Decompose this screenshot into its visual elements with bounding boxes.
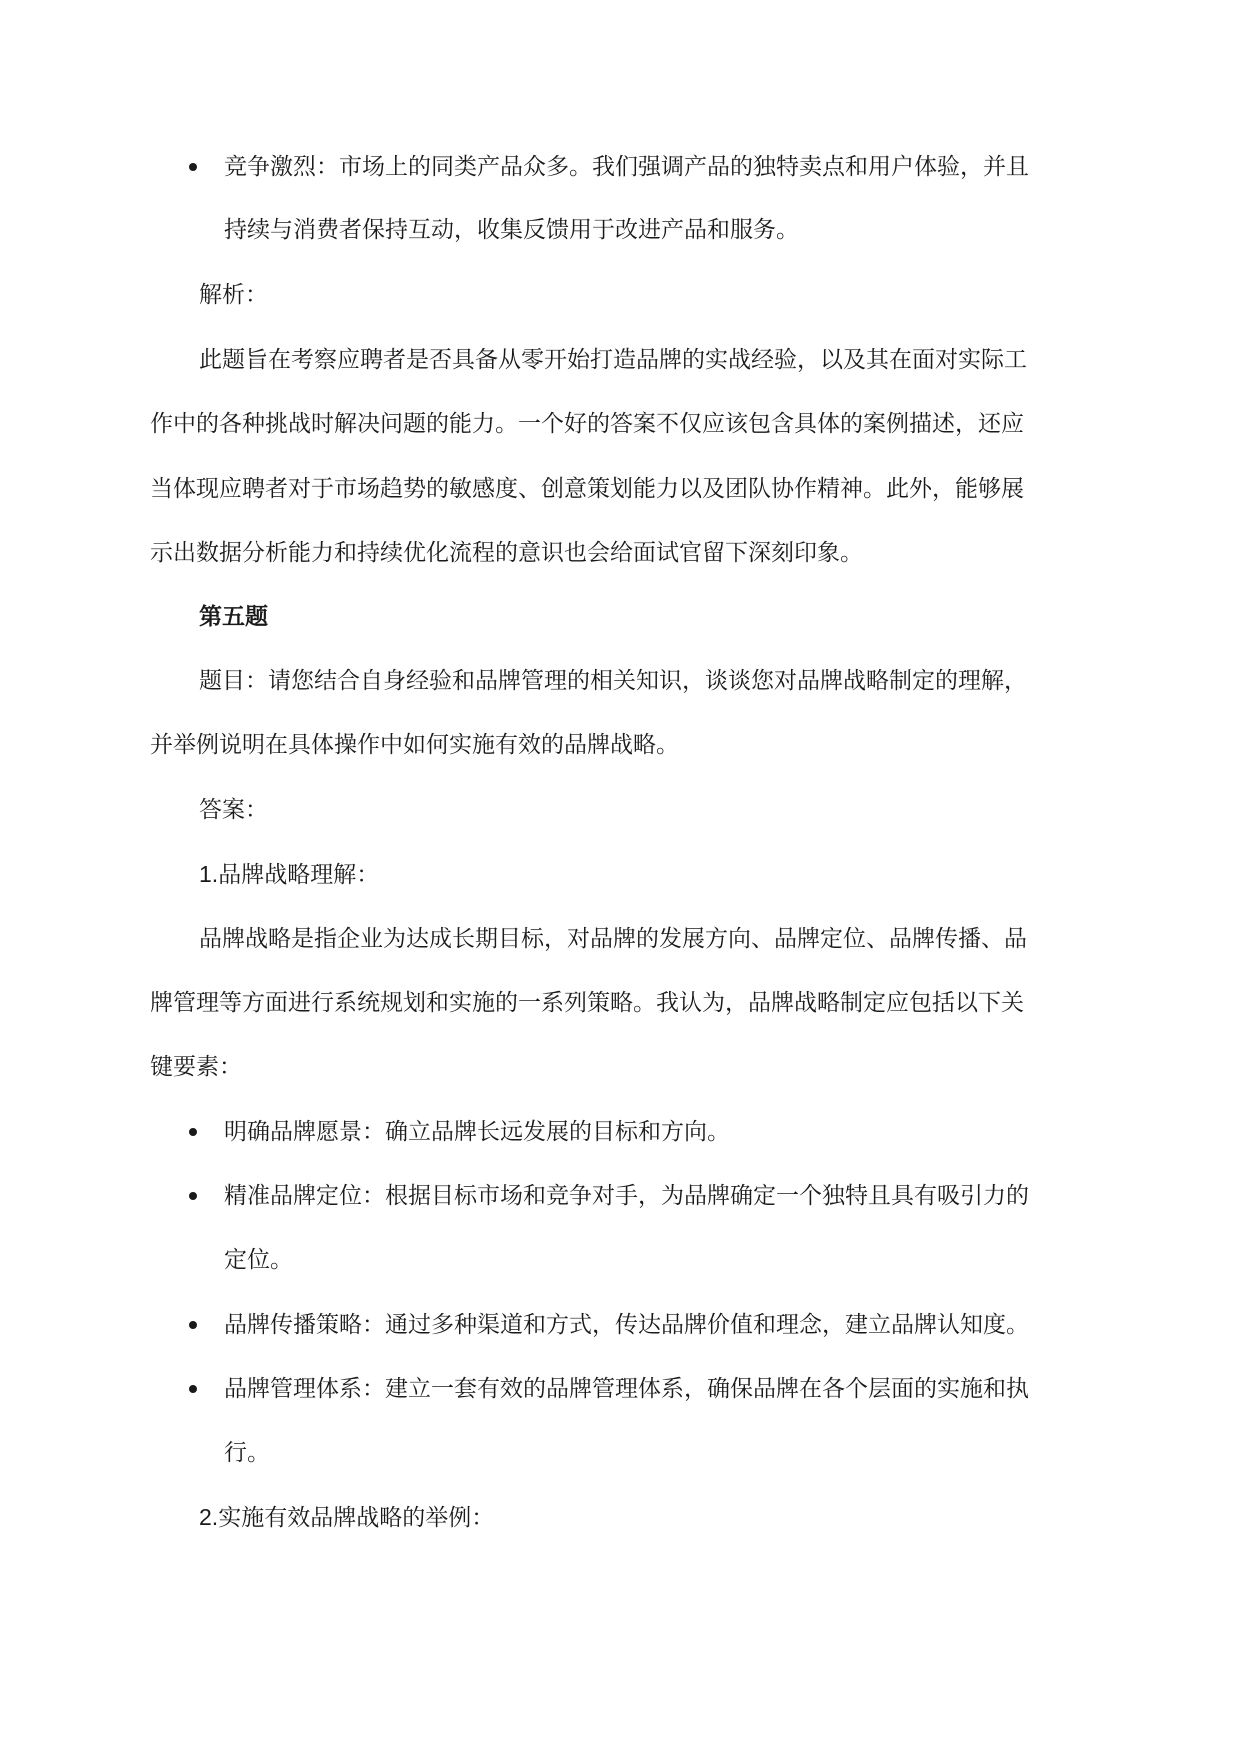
- bullet-dot: [189, 1321, 197, 1329]
- bullet-text-continued: 行。: [224, 1440, 270, 1466]
- subsection-title: 品牌战略理解：: [218, 862, 380, 888]
- section-heading: 第五题: [199, 603, 268, 630]
- paragraph-line: 示出数据分析能力和持续优化流程的意识也会给面试官留下深刻印象。: [150, 540, 863, 566]
- subsection-number: 2.: [199, 1504, 219, 1530]
- bullet-text: 竞争激烈：市场上的同类产品众多。我们强调产品的独特卖点和用户体验，并且: [224, 154, 1029, 180]
- subsection-title: 实施有效品牌战略的举例：: [218, 1505, 495, 1531]
- subsection-number: 1.: [199, 861, 219, 887]
- subsection-heading: [199, 1502, 494, 1533]
- bullet-dot: [189, 1385, 197, 1393]
- bullet-dot: [189, 1128, 197, 1136]
- bullet-text-continued: 持续与消费者保持互动，收集反馈用于改进产品和服务。: [224, 217, 799, 243]
- bullet-text: 品牌管理体系：建立一套有效的品牌管理体系，确保品牌在各个层面的实施和执: [224, 1376, 1029, 1402]
- paragraph-line: 品牌战略是指企业为达成长期目标，对品牌的发展方向、品牌定位、品牌传播、品: [199, 926, 1027, 952]
- question-line: 题目：请您结合自身经验和品牌管理的相关知识，谈谈您对品牌战略制定的理解，: [199, 668, 1027, 694]
- bullet-text: 明确品牌愿景：确立品牌长远发展的目标和方向。: [224, 1119, 730, 1145]
- analysis-label: 解析：: [199, 282, 268, 308]
- subsection-heading: [199, 859, 379, 890]
- paragraph-line: 牌管理等方面进行系统规划和实施的一系列策略。我认为，品牌战略制定应包括以下关: [150, 990, 1024, 1016]
- paragraph-line: 此题旨在考察应聘者是否具备从零开始打造品牌的实战经验，以及其在面对实际工: [199, 347, 1027, 373]
- bullet-text-continued: 定位。: [224, 1247, 293, 1273]
- answer-label: 答案：: [199, 797, 268, 823]
- question-line: 并举例说明在具体操作中如何实施有效的品牌战略。: [150, 732, 679, 758]
- paragraph-line: 当体现应聘者对于市场趋势的敏感度、创意策划能力以及团队协作精神。此外，能够展: [150, 476, 1024, 502]
- bullet-text: 精准品牌定位：根据目标市场和竞争对手，为品牌确定一个独特且具有吸引力的: [224, 1183, 1029, 1209]
- bullet-dot: [189, 163, 197, 171]
- bullet-text: 品牌传播策略：通过多种渠道和方式，传达品牌价值和理念，建立品牌认知度。: [224, 1312, 1029, 1338]
- paragraph-line: 作中的各种挑战时解决问题的能力。一个好的答案不仅应该包含具体的案例描述，还应: [150, 411, 1024, 437]
- bullet-dot: [189, 1192, 197, 1200]
- paragraph-line: 键要素：: [150, 1054, 242, 1080]
